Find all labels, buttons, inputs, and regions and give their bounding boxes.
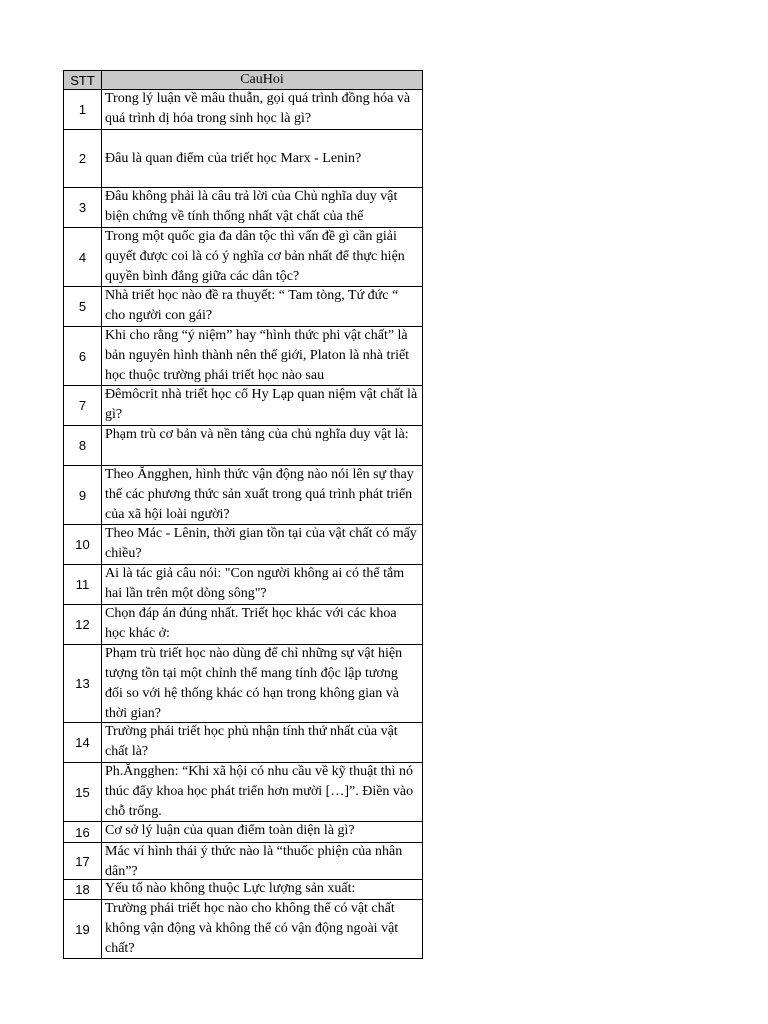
question-cell[interactable] bbox=[102, 287, 423, 327]
question-cell[interactable] bbox=[102, 900, 423, 959]
table-row bbox=[64, 386, 423, 426]
row-number[interactable]: 9 bbox=[64, 466, 102, 525]
question-cell[interactable] bbox=[102, 605, 423, 645]
row-number[interactable]: 18 bbox=[64, 880, 102, 900]
row-number[interactable]: 11 bbox=[64, 565, 102, 605]
table-row bbox=[64, 645, 423, 723]
question-cell[interactable] bbox=[102, 645, 423, 723]
question-text: Nhà triết học nào đề ra thuyết: “ Tam tòng, Tứ đức “ cho người con gái? bbox=[105, 288, 399, 323]
question-cell[interactable] bbox=[102, 565, 423, 605]
question-text: Yếu tố nào không thuộc Lực lượng sản xuất: bbox=[105, 881, 356, 896]
question-cell[interactable] bbox=[102, 763, 423, 822]
question-text: Ai là tác giả câu nói: "Con người không ai có thể tắm hai lần trên một dòng sông"? bbox=[105, 566, 405, 601]
table-row bbox=[64, 763, 423, 822]
row-number[interactable]: 5 bbox=[64, 287, 102, 327]
table-row bbox=[64, 188, 423, 228]
row-number[interactable]: 4 bbox=[64, 228, 102, 287]
question-text: Chọn đáp án đúng nhất. Triết học khác với các khoa học khác ở: bbox=[105, 606, 397, 641]
table-row bbox=[64, 90, 423, 130]
question-cell[interactable] bbox=[102, 822, 423, 843]
row-number[interactable]: 1 bbox=[64, 90, 102, 130]
question-cell[interactable] bbox=[102, 386, 423, 426]
question-text: Trường phái triết học nào cho không thể có vật chất không vận động và không thể có vận động ngoài vật chất? bbox=[105, 901, 399, 956]
question-text: Khi cho rằng “ý niệm” hay “hình thức phi vật chất” là bản nguyên hình thành nên thế giới, Platon là nhà triết học thuộc trường phái triết học nào sau bbox=[105, 328, 410, 383]
table-row bbox=[64, 605, 423, 645]
table-row bbox=[64, 130, 423, 188]
question-text: Phạm trù cơ bản và nền tảng của chủ nghĩa duy vật là: bbox=[105, 427, 409, 442]
table-row bbox=[64, 880, 423, 900]
row-number[interactable]: 2 bbox=[64, 130, 102, 188]
table-row bbox=[64, 426, 423, 466]
row-number[interactable]: 15 bbox=[64, 763, 102, 822]
question-cell[interactable] bbox=[102, 466, 423, 525]
question-text: Theo Ăngghen, hình thức vận động nào nói lên sự thay thế các phương thức sản xuất trong quá trình phát triển của xã hội loài người? bbox=[105, 467, 414, 522]
question-text: Trong một quốc gia đa dân tộc thì vấn đề gì cần giải quyết được coi là có ý nghĩa cơ bản nhất để thực hiện quyền bình đẳng giữa các dân tộc? bbox=[105, 229, 405, 284]
question-text: Ph.Ăngghen: “Khi xã hội có nhu cầu về kỹ thuật thì nó thúc đẩy khoa học phát triển hơn mười […]”. Điền vào chỗ trống. bbox=[105, 764, 414, 819]
question-cell[interactable] bbox=[102, 188, 423, 228]
question-cell[interactable] bbox=[102, 90, 423, 130]
table-row bbox=[64, 525, 423, 565]
row-number[interactable]: 17 bbox=[64, 843, 102, 880]
table-row bbox=[64, 327, 423, 386]
row-number[interactable]: 7 bbox=[64, 386, 102, 426]
table-row bbox=[64, 466, 423, 525]
question-text: Cơ sở lý luận của quan điểm toàn diện là gì? bbox=[105, 823, 355, 838]
row-number[interactable]: 16 bbox=[64, 822, 102, 843]
row-number[interactable]: 12 bbox=[64, 605, 102, 645]
question-text: Đêmôcrit nhà triết học cổ Hy Lạp quan niệm vật chất là gì? bbox=[105, 387, 418, 422]
question-cell[interactable] bbox=[102, 426, 423, 466]
header-question[interactable]: CauHoi bbox=[102, 71, 423, 90]
question-cell[interactable] bbox=[102, 130, 423, 188]
question-text: Trường phái triết học phủ nhận tính thứ nhất của vật chất là? bbox=[105, 724, 398, 759]
table-row bbox=[64, 565, 423, 605]
question-cell[interactable] bbox=[102, 880, 423, 900]
header-stt[interactable]: STT bbox=[64, 71, 102, 90]
question-text: Theo Mác - Lênin, thời gian tồn tại của vật chất có mấy chiều? bbox=[105, 526, 417, 561]
table-row bbox=[64, 723, 423, 763]
row-number[interactable]: 13 bbox=[64, 645, 102, 723]
row-number[interactable]: 19 bbox=[64, 900, 102, 959]
table-row bbox=[64, 287, 423, 327]
table-row bbox=[64, 900, 423, 959]
question-text: Phạm trù triết học nào dùng để chỉ những sự vật hiện tượng tồn tại một chỉnh thể mang tính độc lập tương đối so với hệ thống khác có hạn trong không gian và thời gian? bbox=[105, 646, 403, 721]
question-text: Đâu không phải là câu trả lời của Chủ nghĩa duy vật biện chứng về tính thống nhất vật chất của thế bbox=[105, 189, 398, 224]
table-row bbox=[64, 822, 423, 843]
header-row bbox=[64, 71, 423, 90]
question-cell[interactable] bbox=[102, 525, 423, 565]
row-number[interactable]: 8 bbox=[64, 426, 102, 466]
question-cell[interactable] bbox=[102, 228, 423, 287]
row-number[interactable]: 6 bbox=[64, 327, 102, 386]
question-text: Trong lý luận về mâu thuẫn, gọi quá trình đồng hóa và quá trình dị hóa trong sinh học là gì? bbox=[105, 91, 411, 126]
question-text: Mác ví hình thái ý thức nào là “thuốc phiện của nhân dân”? bbox=[105, 844, 403, 879]
question-cell[interactable] bbox=[102, 723, 423, 763]
question-cell[interactable] bbox=[102, 327, 423, 386]
table-row bbox=[64, 843, 423, 880]
question-cell[interactable] bbox=[102, 843, 423, 880]
row-number[interactable]: 10 bbox=[64, 525, 102, 565]
table-row bbox=[64, 228, 423, 287]
row-number[interactable]: 3 bbox=[64, 188, 102, 228]
questions-table bbox=[63, 70, 423, 959]
row-number[interactable]: 14 bbox=[64, 723, 102, 763]
question-text: Đâu là quan điểm của triết học Marx - Lenin? bbox=[105, 150, 362, 166]
